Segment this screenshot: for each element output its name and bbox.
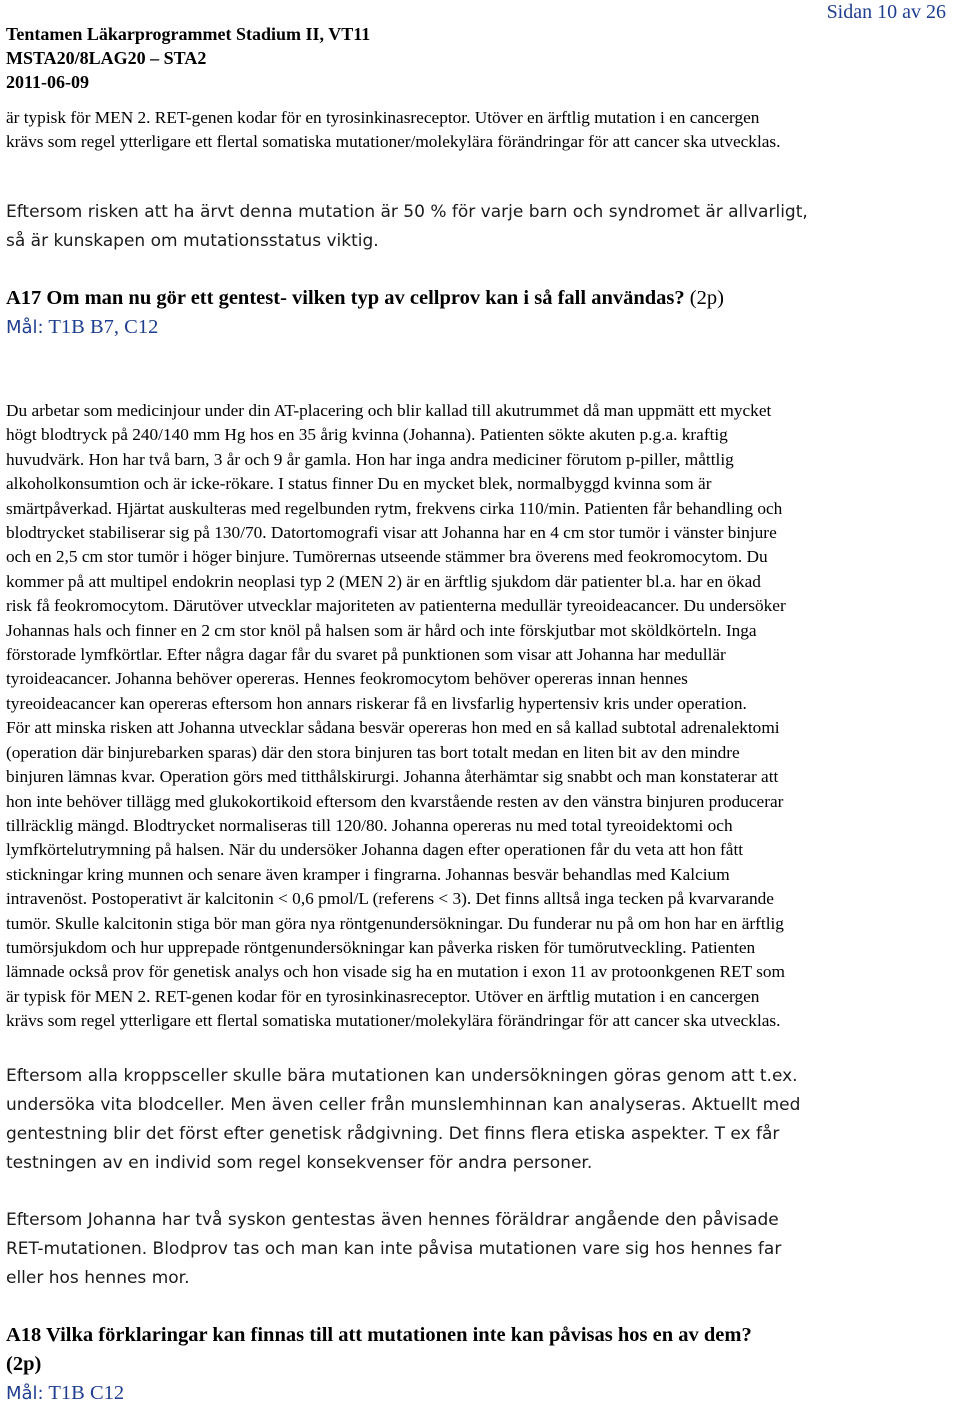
answer-a17-paragraph-1	[6, 1062, 800, 1178]
text-line: krävs som regel ytterligare ett flertal somatiska mutationer/molekylära förändringar för att cancer ska utvecklas.	[6, 1011, 781, 1031]
text-line: Eftersom alla kroppsceller skulle bära mutationen kan undersökningen göras genom att t.ex.	[6, 1066, 798, 1086]
text-line: risk få feokromocytom. Därutöver utvecklar majoriteten av patienterna medullär tyreoideacancer. Du undersöker	[6, 596, 786, 616]
goal-value: T1B B7, C12	[48, 316, 159, 338]
text-line: blodtrycket stabiliserar sig på 130/70. Datortomografi visar att Johanna har en 4 cm stor tumör i vänster binjure	[6, 523, 777, 543]
text-line: binjuren lämnas kvar. Operation görs med titthålskirurgi. Johanna återhämtar sig snabbt och man konstaterar att	[6, 767, 779, 787]
text-line: intravenöst. Postoperativt är kalcitonin < 0,6 pmol/L (referens < 3). Det finns alltså inga tecken på kvarvarande	[6, 889, 774, 909]
answer-a16	[6, 198, 808, 256]
text-line: gentestning blir det först efter genetisk rådgivning. Det finns flera etiska aspekter. T ex får	[6, 1124, 780, 1144]
text-line: undersöka vita blodceller. Men även celler från munslemhinnan kan analyseras. Aktuellt med	[6, 1095, 801, 1115]
text-line: så är kunskapen om mutationsstatus viktig.	[6, 231, 379, 251]
text-line: Eftersom Johanna har två syskon gentestas även hennes föräldrar angående den påvisade	[6, 1210, 779, 1230]
text-line: kommer på att multipel endokrin neoplasi typ 2 (MEN 2) är en ärftlig sjukdom där patienter bl.a. har en ökad	[6, 571, 761, 591]
goal-label: Mål:	[6, 317, 44, 338]
text-line: förstorade lymfkörtlar. Efter några dagar får du svaret på punktionen som visar att Johanna har medullär	[6, 645, 726, 665]
text-line: lymfkörtelutrymning på halsen. När du undersöker Johanna dagen efter operationen får du veta att hon fått	[6, 840, 744, 860]
text-line: (operation där binjurebarken sparas) där den stora binjuren tas bort totalt medan en liten bit av den mindre	[6, 742, 740, 762]
text-line: stickningar kring munnen och senare även kramper i fingrarna. Johannas besvär behandlas med Kalcium	[6, 864, 730, 884]
text-line: och en 2,5 cm stor tumör i höger binjure. Tumörernas utseende stämmer bra överens med feokromocytom. Du	[6, 547, 768, 567]
text-line: tillräcklig mängd. Blodtrycket normaliseras till 120/80. Johanna opereras nu med total tyreoidektomi och	[6, 815, 733, 835]
question-goal	[6, 313, 724, 342]
question-a17-text: A17 Om man nu gör ett gentest- vilken typ av cellprov kan i så fall användas?	[6, 287, 685, 309]
case-text	[6, 399, 786, 1034]
goal-value: T1B C12	[48, 1382, 125, 1404]
text-line: testningen av en individ som regel konsekvenser för andra personer.	[6, 1153, 593, 1173]
text-line: är typisk för MEN 2. RET-genen kodar för en tyrosinkinasreceptor. Utöver en ärftlig mutation i en cancergen	[6, 108, 760, 127]
text-line: Johannas hals och finner en 2 cm stor knöl på halsen som är hård och inte förskjutbar mot sköldkörteln. Inga	[6, 620, 757, 640]
text-line: huvudvärk. Hon har två barn, 3 år och 9 år gamla. Hon har inga andra mediciner förutom p-piller, måttlig	[6, 449, 734, 469]
text-line: hon inte behöver tillägg med glukokortikoid eftersom den kvarstående resten av den vänstra binjuren producerar	[6, 791, 784, 811]
text-line: Du arbetar som medicinjour under din AT-placering och blir kallad till akutrummet då man uppmätt ett mycket	[6, 401, 772, 420]
text-line: krävs som regel ytterligare ett flertal somatiska mutationer/molekylära förändringar för att cancer ska utvecklas.	[6, 132, 781, 152]
page-number: Sidan 10 av 26	[826, 1, 946, 23]
question-a18	[6, 1321, 752, 1408]
text-line: smärtpåverkad. Hjärtat auskulteras med regelbunden rytm, frekvens cirka 110/min. Patienten får behandling och	[6, 498, 783, 518]
answer-a17-paragraph-2	[6, 1206, 781, 1293]
question-goal	[6, 1379, 752, 1408]
text-line: För att minska risken att Johanna utvecklar sådana besvär opereras hon med en så kallad subtotal adrenalektomi	[6, 718, 780, 738]
text-line: Eftersom risken att ha ärvt denna mutation är 50 % för varje barn och syndromet är allvarligt,	[6, 202, 808, 222]
goal-label: Mål:	[6, 1383, 44, 1404]
text-line: tyroideacancer. Johanna behöver opereras. Hennes feokromocytom behöver opereras innan hennes	[6, 669, 688, 689]
top-paragraph	[6, 106, 780, 155]
text-line: tumörsjukdom och hur upprepade röntgenundersökningar kan påverka risken för tumörutveckling. Patienten	[6, 937, 756, 957]
text-line: tumör. Skulle kalcitonin stiga bör man göra nya röntgenundersökningar. Du funderar nu på om hon har en ärftlig	[6, 913, 784, 933]
question-text: A18 Vilka förklaringar kan finnas till att mutationen inte kan påvisas hos en av dem?	[6, 1324, 752, 1346]
text-line: RET-mutationen. Blodprov tas och man kan inte påvisa mutationen vare sig hos hennes far	[6, 1239, 782, 1259]
course-code: MSTA20/8LAG20 – STA2	[6, 48, 207, 68]
exam-title: Tentamen Läkarprogrammet Stadium II, VT11	[6, 24, 371, 44]
exam-date: 2011-06-09	[6, 72, 89, 92]
text-line: är typisk för MEN 2. RET-genen kodar för en tyrosinkinasreceptor. Utöver en ärftlig mutation i en cancergen	[6, 986, 760, 1006]
text-line: eller hos hennes mor.	[6, 1268, 190, 1288]
question-points: (2p)	[689, 287, 724, 309]
question-text	[6, 284, 724, 313]
text-line: högt blodtryck på 240/140 mm Hg hos en 35 årig kvinna (Johanna). Patienten sökte akuten p.g.a. kraftig	[6, 425, 728, 445]
text-line: tyreoideacancer kan opereras eftersom hon annars riskerar få en livsfarlig hypertensiv kris under operation.	[6, 693, 747, 713]
text-line: lämnade också prov för genetisk analys och hon visade sig ha en mutation i exon 11 av protoonkgenen RET som	[6, 962, 785, 982]
question-points: (2p)	[6, 1353, 42, 1375]
text-line: alkoholkonsumtion och är icke-rökare. I status finner Du en mycket blek, normalbyggd kvinna som är	[6, 474, 712, 494]
question-a17	[6, 284, 724, 342]
